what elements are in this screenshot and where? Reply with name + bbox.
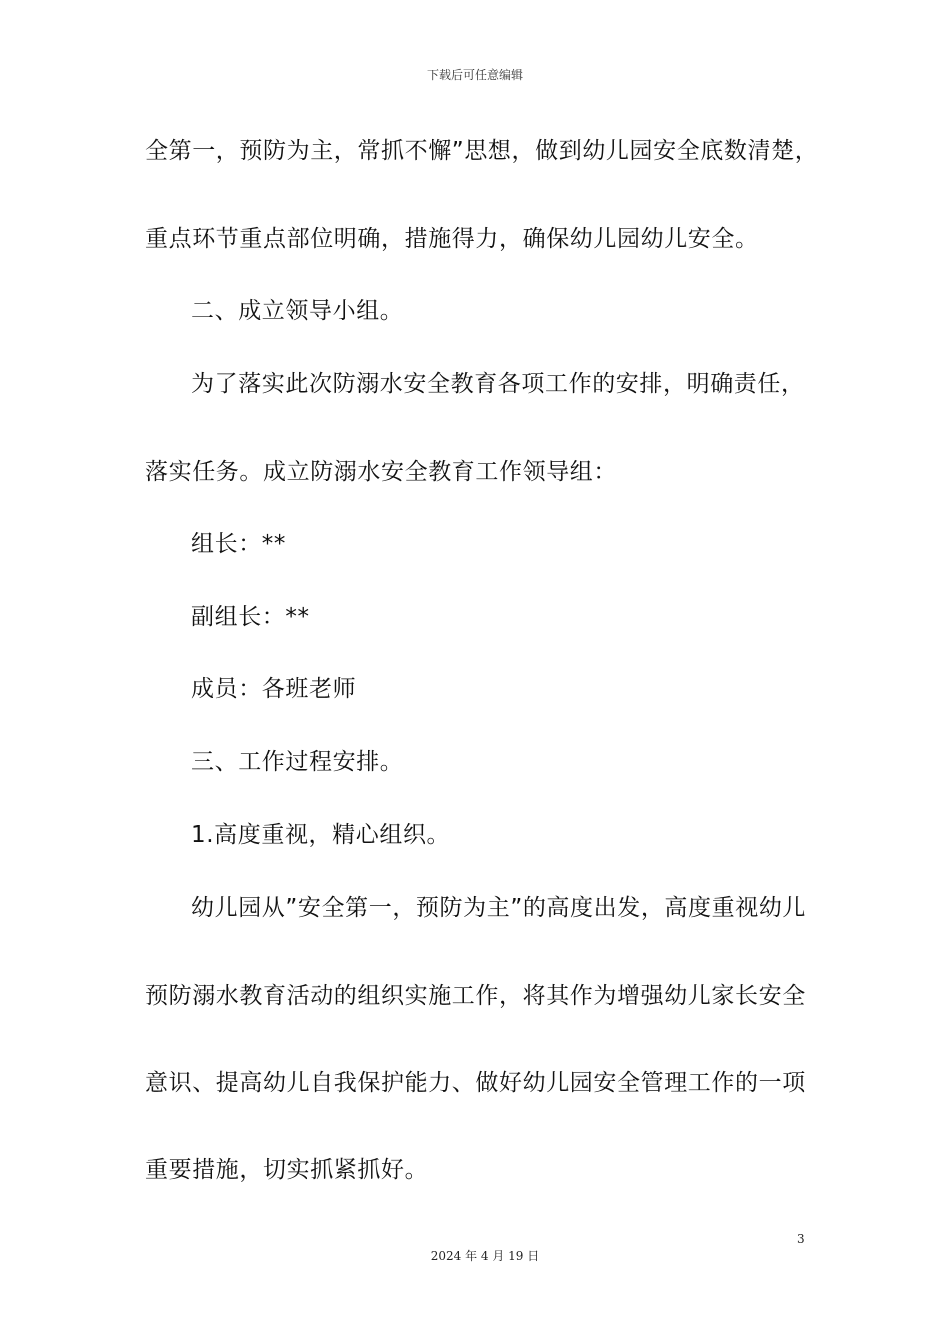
section-heading: 二、成立领导小组。 xyxy=(191,298,404,324)
section-heading: 三、工作过程安排。 xyxy=(191,749,404,775)
deputy-leader-line: 副组长：** xyxy=(191,604,310,630)
body-line: 幼儿园从”安全第一，预防为主”的高度出发，高度重视幼儿 xyxy=(191,895,807,921)
body-line: 意识、提高幼儿自我保护能力、做好幼儿园安全管理工作的一项 xyxy=(145,1070,806,1096)
footer-date: 2024 年 4 月 19 日 xyxy=(430,1249,540,1263)
body-line: 预防溺水教育活动的组织实施工作，将其作为增强幼儿家长安全 xyxy=(145,983,806,1009)
body-line: 重要措施，切实抓紧抓好。 xyxy=(145,1157,429,1183)
page-number: 3 xyxy=(797,1232,805,1246)
leader-line: 组长：** xyxy=(191,531,286,557)
body-line: 全第一，预防为主，常抓不懈”思想，做到幼儿园安全底数清楚， xyxy=(145,138,819,164)
body-line: 为了落实此次防溺水安全教育各项工作的安排，明确责任， xyxy=(191,371,805,397)
page-header: 下载后可任意编辑 xyxy=(426,68,523,82)
body-line: 重点环节重点部位明确，措施得力，确保幼儿园幼儿安全。 xyxy=(145,226,759,252)
members-line: 成员：各班老师 xyxy=(191,676,357,702)
body-line: 落实任务。成立防溺水安全教育工作领导组： xyxy=(145,459,617,485)
subsection-heading: 1.高度重视，精心组织。 xyxy=(191,822,451,848)
